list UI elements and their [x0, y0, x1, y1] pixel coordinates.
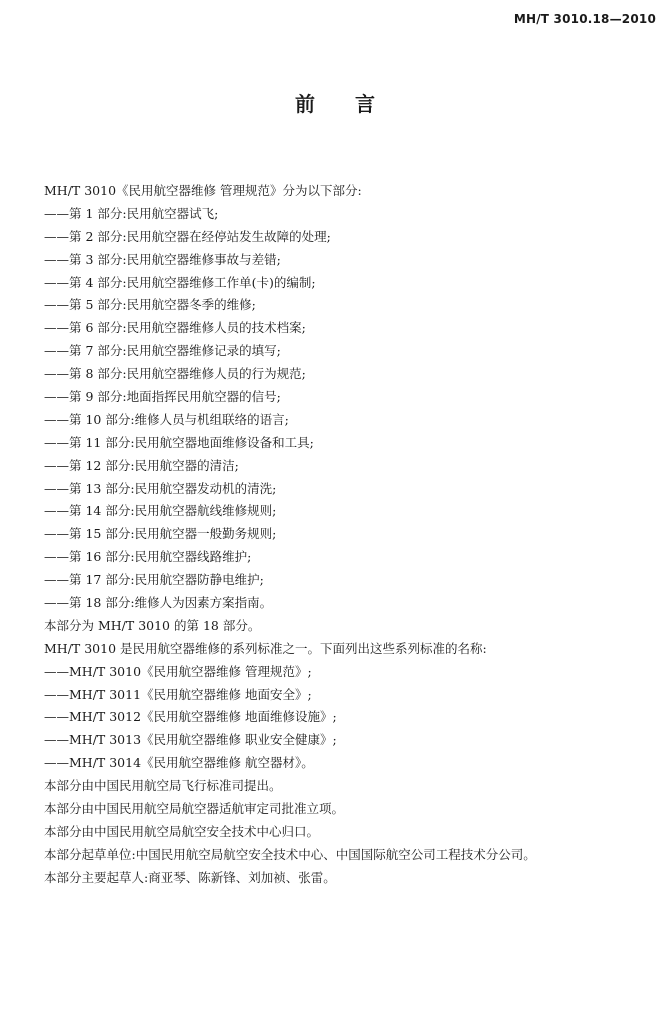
part-item: ——第 2 部分:民用航空器在经停站发生故障的处理; — [44, 228, 331, 244]
series-item: ——MH/T 3014《民用航空器维修 航空器材》。 — [44, 755, 314, 771]
part-item: ——第 4 部分:民用航空器维修工作单(卡)的编制; — [44, 274, 316, 290]
series-item: ——MH/T 3012《民用航空器维修 地面维修设施》; — [44, 709, 337, 725]
part-item: ——第 14 部分:民用航空器航线维修规则; — [44, 503, 277, 519]
part-item: ——第 1 部分:民用航空器试飞; — [44, 205, 219, 221]
part-item: ——第 3 部分:民用航空器维修事故与差错; — [44, 251, 281, 267]
part-item: ——第 5 部分:民用航空器冬季的维修; — [44, 297, 256, 313]
approval-line: 本部分由中国民用航空局航空器适航审定司批准立项。 — [44, 801, 345, 817]
part-item: ——第 16 部分:民用航空器线路维护; — [44, 549, 252, 565]
series-item: ——MH/T 3011《民用航空器维修 地面安全》; — [44, 686, 312, 702]
centralized-line: 本部分由中国民用航空局航空安全技术中心归口。 — [44, 823, 320, 839]
part-statement: 本部分为 MH/T 3010 的第 18 部分。 — [44, 617, 261, 633]
part-item: ——第 12 部分:民用航空器的清洁; — [44, 457, 239, 473]
part-item: ——第 9 部分:地面指挥民用航空器的信号; — [44, 389, 281, 405]
series-item: ——MH/T 3013《民用航空器维修 职业安全健康》; — [44, 732, 337, 748]
standard-code: MH/T 3010.18—2010 — [513, 12, 656, 26]
series-item: ——MH/T 3010《民用航空器维修 管理规范》; — [44, 663, 312, 679]
part-item: ——第 7 部分:民用航空器维修记录的填写; — [44, 343, 281, 359]
part-item: ——第 15 部分:民用航空器一般勤务规则; — [44, 526, 277, 542]
proposer-line: 本部分由中国民用航空局飞行标准司提出。 — [44, 778, 282, 794]
series-intro: MH/T 3010 是民用航空器维修的系列标准之一。下面列出这些系列标准的名称: — [44, 640, 487, 656]
foreword-body — [44, 180, 656, 890]
part-item: ——第 18 部分:维修人为因素方案指南。 — [44, 595, 273, 611]
part-item: ——第 10 部分:维修人员与机组联络的语言; — [44, 411, 289, 427]
part-item: ——第 6 部分:民用航空器维修人员的技术档案; — [44, 320, 306, 336]
drafters-line: 本部分主要起草人:商亚琴、陈新锋、刘加祯、张雷。 — [44, 869, 336, 885]
part-item: ——第 17 部分:民用航空器防静电维护; — [44, 572, 264, 588]
part-item: ——第 8 部分:民用航空器维修人员的行为规范; — [44, 366, 306, 382]
intro-line: MH/T 3010《民用航空器维修 管理规范》分为以下部分: — [44, 183, 362, 198]
part-item: ——第 11 部分:民用航空器地面维修设备和工具; — [44, 434, 314, 450]
part-item: ——第 13 部分:民用航空器发动机的清洗; — [44, 480, 277, 496]
page-title: 前言 — [295, 92, 415, 116]
drafting-units-line: 本部分起草单位:中国民用航空局航空安全技术中心、中国国际航空公司工程技术分公司。 — [44, 846, 536, 862]
